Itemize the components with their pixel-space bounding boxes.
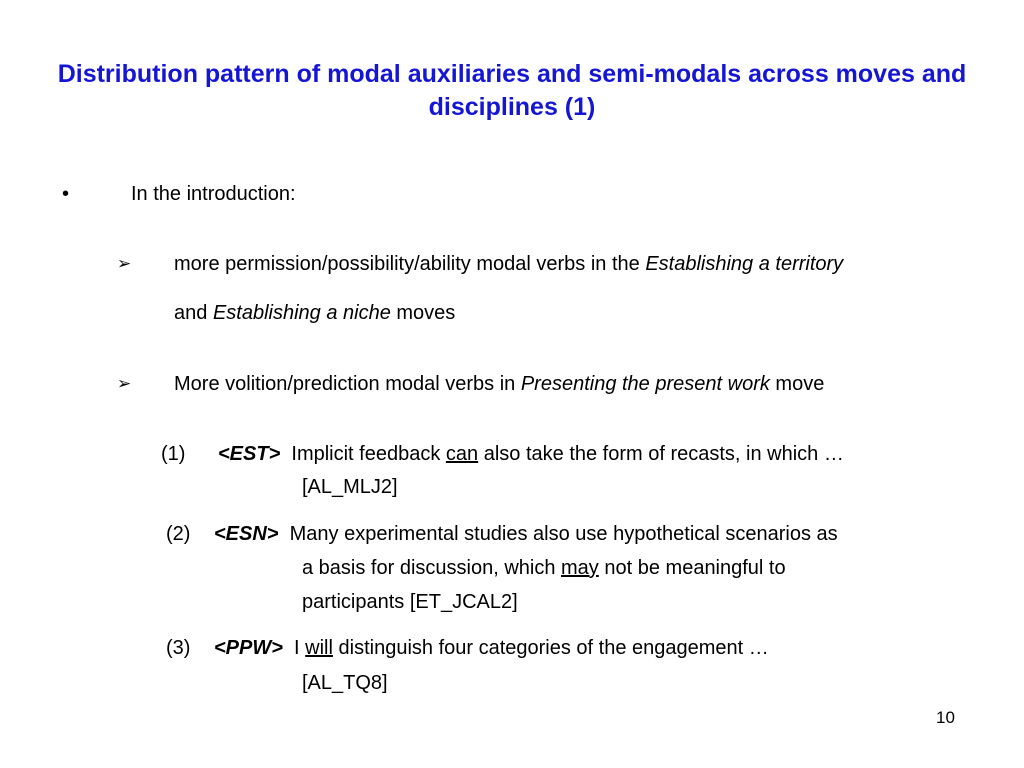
modal-can: can: [445, 443, 479, 465]
example-3-line-1: <PPW> I will distinguish four categories of the engagement …: [214, 637, 769, 659]
point-1-line-2: and Establishing a niche moves: [174, 302, 456, 324]
example-3-number: (3): [166, 637, 191, 659]
example-2-line-3: participants [ET_JCAL2]: [302, 591, 518, 613]
example-2-line-2: a basis for discussion, which may not be meaningful to: [302, 557, 786, 579]
point-1-line-1: more permission/possibility/ability modal verbs in the Establishing a territory: [174, 253, 844, 275]
arrow-bullet-icon: ➢: [117, 254, 132, 273]
page-number: 10: [936, 708, 955, 727]
arrow-bullet-icon: ➢: [117, 374, 132, 393]
slide-title: Distribution pattern of modal auxiliaries and semi-modals across moves and disciplines (1): [57, 60, 967, 121]
point-2-line-1: More volition/prediction modal verbs in Presenting the present work move: [174, 373, 825, 395]
example-3-line-2: [AL_TQ8]: [302, 672, 388, 694]
example-1-line-2: [AL_MLJ2]: [302, 476, 398, 498]
bullet-text: In the introduction:: [131, 183, 296, 205]
example-2-number: (2): [166, 523, 191, 545]
example-1-line-1: <EST> Implicit feedback can also take the form of recasts, in which …: [218, 443, 844, 465]
example-1-number: (1): [161, 443, 186, 465]
modal-will: will: [305, 637, 333, 659]
bullet-dot-icon: •: [62, 183, 70, 205]
modal-may: may: [561, 557, 599, 579]
example-2-line-1: <ESN> Many experimental studies also use hypothetical scenarios as: [214, 523, 838, 545]
